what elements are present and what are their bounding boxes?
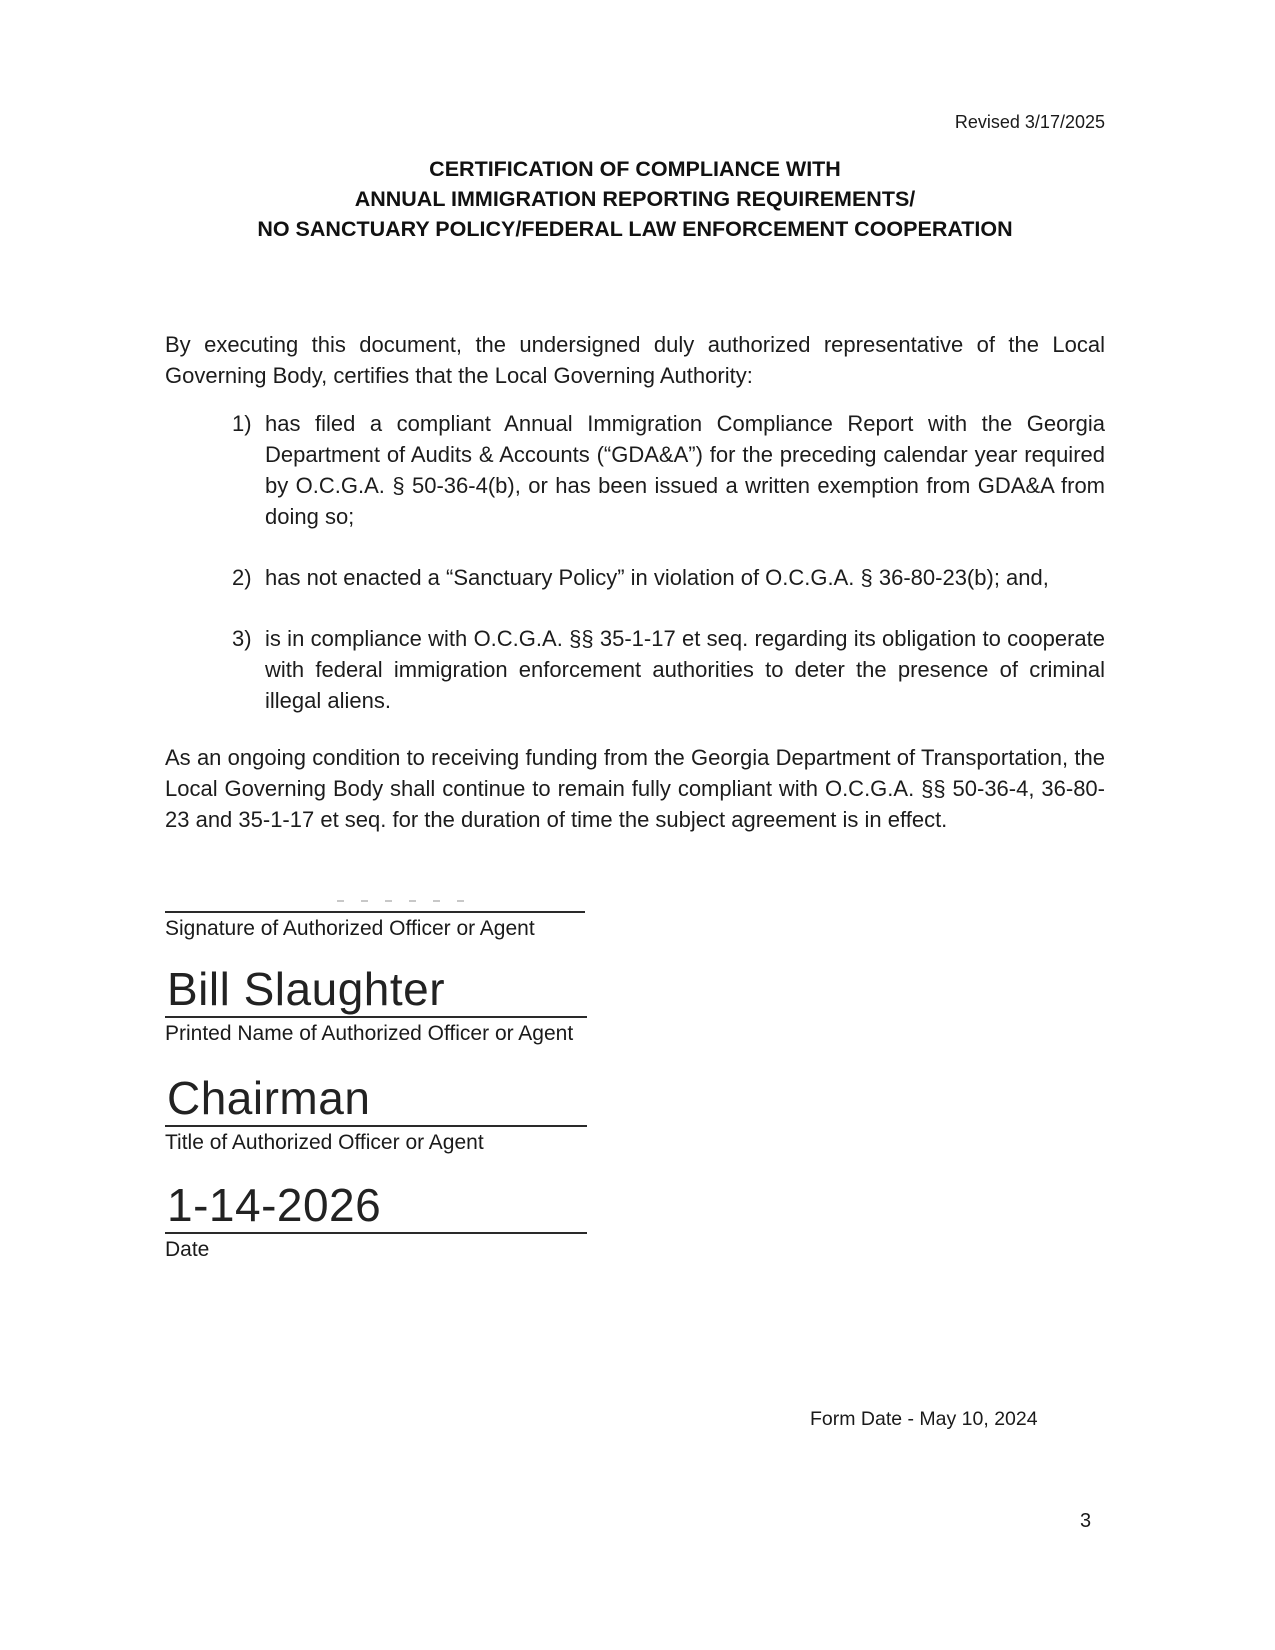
document-title [165, 154, 1105, 244]
list-item-text: has filed a compliant Annual Immigration Compliance Report with the Georgia Department of Audits & Accounts (“GDA&A”) for the preceding calendar year required by O.C.G.A. § 50-36-4(b), or has been issued a written exemption from GDA&A from doing so; [265, 411, 1105, 529]
signature-line [165, 843, 585, 913]
form-date: Form Date - May 10, 2024 [810, 1408, 1038, 1430]
list-item-number: 2) [232, 565, 252, 590]
list-item [165, 623, 1105, 716]
title-value: Chairman [165, 1067, 587, 1127]
printed-name-value: Bill Slaughter [165, 958, 587, 1018]
printed-name-field [165, 958, 1105, 1047]
title-line-2: ANNUAL IMMIGRATION REPORTING REQUIREMENTS/ [354, 187, 916, 211]
printed-name-label: Printed Name of Authorized Officer or Agent [165, 1022, 574, 1045]
list-item [165, 562, 1105, 593]
intro-paragraph: By executing this document, the undersigned duly authorized representative of the Local Governing Body, certifies that the Local Governing Authority: [165, 332, 1105, 388]
date-value: 1-14-2026 [165, 1174, 587, 1234]
title-field [165, 1067, 1105, 1156]
date-label: Date [165, 1238, 210, 1261]
revised-date: Revised 3/17/2025 [954, 112, 1105, 132]
compliance-list [165, 408, 1105, 716]
page-number: 3 [1080, 1510, 1092, 1532]
signature-block [165, 843, 1105, 1263]
date-field [165, 1174, 1105, 1263]
title-label: Title of Authorized Officer or Agent [165, 1131, 484, 1154]
list-item [165, 408, 1105, 532]
list-item-number: 1) [232, 411, 252, 436]
faint-signature-mark [337, 900, 472, 902]
signature-field [165, 843, 1105, 942]
list-item-number: 3) [232, 626, 252, 651]
signature-label: Signature of Authorized Officer or Agent [165, 917, 535, 940]
title-line-1: CERTIFICATION OF COMPLIANCE WITH [429, 157, 841, 181]
list-item-text: is in compliance with O.C.G.A. §§ 35-1-17 et seq. regarding its obligation to cooperate with federal immigration enforcement authorities to deter the presence of criminal illegal aliens. [265, 626, 1105, 713]
list-item-text: has not enacted a “Sanctuary Policy” in violation of O.C.G.A. § 36-80-23(b); and, [265, 565, 1049, 590]
closing-paragraph: As an ongoing condition to receiving funding from the Georgia Department of Transportation, the Local Governing Body shall continue to remain fully compliant with O.C.G.A. §§ 50-36-4, 36-80-23 and 35-1-17 et seq. for the duration of time the subject agreement is in effect. [165, 745, 1105, 832]
title-line-3: NO SANCTUARY POLICY/FEDERAL LAW ENFORCEMENT COOPERATION [257, 217, 1013, 241]
